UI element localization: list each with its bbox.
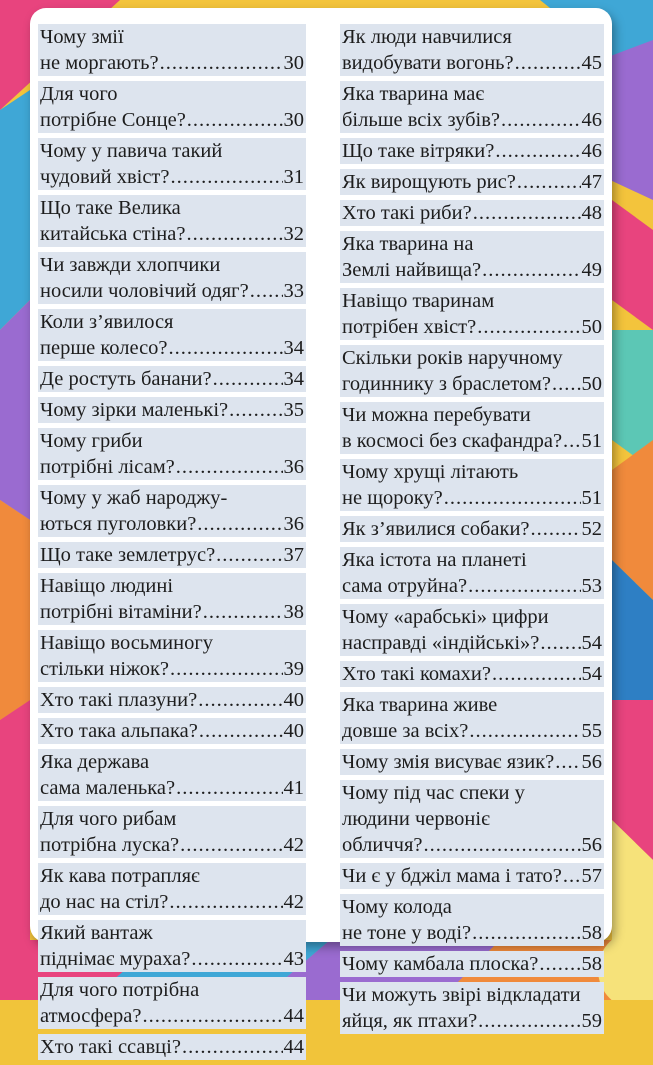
toc-entry-line — [40, 335, 304, 361]
dot-leader — [170, 656, 282, 682]
dot-leader — [552, 371, 581, 397]
toc-entry-title: Що таке Велика — [40, 197, 181, 219]
toc-entry-title: Чому камбала плоска? — [342, 953, 539, 975]
toc-entry-title: потрібні лісам? — [40, 456, 175, 478]
toc-page-number: 34 — [283, 337, 304, 359]
toc-entry[interactable] — [38, 485, 306, 537]
toc-entry[interactable] — [340, 459, 604, 511]
toc-page-number: 33 — [283, 280, 304, 302]
toc-entry[interactable] — [340, 951, 604, 977]
toc-entry[interactable] — [340, 231, 604, 283]
dot-leader — [186, 221, 282, 247]
toc-entry-title: Хто такі риби? — [342, 202, 472, 224]
toc-entry-title: Хто такі плазуни? — [40, 689, 198, 711]
toc-page-number: 42 — [283, 891, 304, 913]
toc-entry-title: Навіщо восьминогу — [40, 632, 214, 654]
toc-entry[interactable] — [38, 428, 306, 480]
toc-entry-title: потрібне Сонце? — [40, 109, 186, 131]
toc-page-number: 55 — [581, 720, 602, 742]
toc-entry-line — [342, 692, 602, 718]
toc-entry-line — [342, 459, 602, 485]
toc-entry-line — [40, 1034, 304, 1060]
toc-entry-line — [40, 24, 304, 50]
dot-leader — [539, 951, 580, 977]
toc-entry-title: яйця, як птахи? — [342, 1010, 478, 1032]
toc-entry-line — [342, 951, 602, 977]
toc-entry-title: до нас на стіл? — [40, 891, 169, 913]
toc-entry-title: в космосі без скафандра? — [342, 430, 563, 452]
toc-entry-line — [342, 630, 602, 656]
toc-entry[interactable] — [38, 806, 306, 858]
toc-entry-line — [40, 50, 304, 76]
dot-leader — [176, 454, 283, 480]
toc-page-number: 43 — [283, 948, 304, 970]
toc-page-number: 46 — [581, 109, 602, 131]
toc-page-number: 39 — [283, 658, 304, 680]
toc-entry-title: Як вирощують рис? — [342, 171, 516, 193]
dot-leader — [176, 775, 282, 801]
toc-entry-title: атмосфера? — [40, 1005, 142, 1027]
toc-entry-title: ються пуголовки? — [40, 513, 197, 535]
toc-entry-title: Навіщо тваринам — [342, 290, 495, 312]
toc-entry[interactable] — [340, 661, 604, 687]
toc-entry-line — [342, 863, 602, 889]
toc-entry-line — [342, 107, 602, 133]
toc-entry-line — [342, 485, 602, 511]
toc-entry-line — [40, 863, 304, 889]
toc-page-number: 47 — [581, 171, 602, 193]
toc-entry-title: не щороку? — [342, 487, 443, 509]
toc-entry[interactable] — [38, 977, 306, 1029]
dot-leader — [531, 516, 581, 542]
toc-page-number: 45 — [581, 52, 602, 74]
toc-entry-title: Скільки років наручному — [342, 347, 563, 369]
toc-entry-line — [40, 599, 304, 625]
toc-entry-title: Хто такі ссавці? — [40, 1036, 181, 1058]
toc-entry-title: Чи можна перебувати — [342, 404, 531, 426]
toc-entry-title: Яка тварина має — [342, 83, 485, 105]
toc-entry-title: людини червоніє — [342, 808, 490, 830]
toc-entry-line — [40, 81, 304, 107]
toc-entry[interactable] — [38, 920, 306, 972]
toc-entry-line — [40, 889, 304, 915]
dot-leader — [555, 749, 580, 775]
toc-right-column — [340, 24, 604, 1039]
toc-entry-line — [342, 371, 602, 397]
dot-leader — [477, 314, 580, 340]
dot-leader — [478, 1008, 580, 1034]
dot-leader — [517, 169, 581, 195]
toc-entry-line — [40, 485, 304, 511]
toc-entry[interactable] — [38, 397, 306, 423]
toc-entry[interactable] — [38, 366, 306, 392]
dot-leader — [198, 687, 282, 713]
toc-entry[interactable] — [38, 687, 306, 713]
toc-entry-title: Чому зірки маленькі? — [40, 399, 229, 421]
toc-page-number: 44 — [283, 1036, 304, 1058]
toc-entry-title: Як кава потрапляє — [40, 865, 200, 887]
toc-entry[interactable] — [38, 252, 306, 304]
toc-page-number: 40 — [283, 689, 304, 711]
dot-leader — [187, 107, 283, 133]
toc-entry-line — [40, 1003, 304, 1029]
toc-entry-title: годиннику з браслетом? — [342, 373, 551, 395]
dot-leader — [250, 278, 283, 304]
toc-entry-title: Для чого — [40, 83, 118, 105]
toc-page-number: 36 — [283, 513, 304, 535]
toc-entry[interactable] — [340, 516, 604, 542]
toc-page-number: 34 — [283, 368, 304, 390]
toc-entry-title: Чому колода — [342, 896, 452, 918]
toc-entry-line — [342, 547, 602, 573]
toc-entry-title: більше всіх зубів? — [342, 109, 500, 131]
toc-entry-line — [40, 252, 304, 278]
toc-entry-line — [342, 832, 602, 858]
toc-entry[interactable] — [340, 24, 604, 76]
toc-entry-title: Навіщо людині — [40, 575, 174, 597]
toc-page-number: 50 — [581, 316, 602, 338]
toc-entry-line — [342, 806, 602, 832]
dot-leader — [563, 428, 580, 454]
toc-entry[interactable] — [38, 718, 306, 744]
dot-leader — [182, 1034, 283, 1060]
toc-page-number: 32 — [283, 223, 304, 245]
toc-page-number: 51 — [581, 487, 602, 509]
toc-entry-title: носили чоловічий одяг? — [40, 280, 249, 302]
toc-entry-title: обличчя? — [342, 834, 423, 856]
toc-entry[interactable] — [340, 692, 604, 744]
toc-entry-line — [342, 1008, 602, 1034]
toc-entry-title: Для чого рибам — [40, 808, 177, 830]
toc-entry[interactable] — [340, 200, 604, 226]
toc-entry-title: перше колесо? — [40, 337, 168, 359]
toc-entry-line — [40, 278, 304, 304]
toc-entry-line — [342, 780, 602, 806]
toc-page-number: 54 — [581, 632, 602, 654]
toc-entry-title: Чи можуть звірі відкладати — [342, 984, 581, 1006]
toc-page-number: 48 — [581, 202, 602, 224]
toc-page-number: 35 — [283, 399, 304, 421]
toc-entry[interactable] — [38, 138, 306, 190]
dot-leader — [203, 599, 283, 625]
dot-leader — [540, 630, 580, 656]
toc-entry-line — [40, 630, 304, 656]
toc-entry-line — [40, 138, 304, 164]
toc-entry-line — [342, 982, 602, 1008]
toc-entry-title: не тоне у воді? — [342, 922, 472, 944]
toc-page-number: 58 — [581, 953, 602, 975]
toc-entry-line — [40, 428, 304, 454]
toc-entry-line — [40, 687, 304, 713]
toc-entry-title: Який вантаж — [40, 922, 153, 944]
toc-entry-title: довше за всіх? — [342, 720, 469, 742]
toc-entry-line — [342, 24, 602, 50]
toc-entry-line — [342, 604, 602, 630]
toc-entry-title: Яка істота на планеті — [342, 549, 527, 571]
toc-entry[interactable] — [340, 863, 604, 889]
toc-entry[interactable] — [340, 894, 604, 946]
toc-entry[interactable] — [38, 195, 306, 247]
toc-entry-line — [40, 946, 304, 972]
toc-entry-line — [40, 309, 304, 335]
toc-entry-line — [342, 920, 602, 946]
dot-leader — [469, 718, 580, 744]
toc-entry-title: Чому хрущі літають — [342, 461, 519, 483]
toc-page-number: 49 — [581, 259, 602, 281]
toc-entry[interactable] — [38, 1034, 306, 1060]
toc-page-number: 54 — [581, 663, 602, 685]
toc-entry-title: Хто така альпака? — [40, 720, 198, 742]
toc-entry-line — [342, 288, 602, 314]
toc-entry[interactable] — [340, 81, 604, 133]
toc-entry-line — [342, 718, 602, 744]
toc-entry[interactable] — [38, 81, 306, 133]
toc-entry-line — [40, 718, 304, 744]
toc-entry[interactable] — [38, 630, 306, 682]
dot-leader — [472, 920, 580, 946]
dot-leader — [473, 200, 581, 226]
toc-entry-line — [342, 50, 602, 76]
toc-entry-title: Хто такі комахи? — [342, 663, 491, 685]
toc-entry-line — [40, 573, 304, 599]
dot-leader — [563, 863, 581, 889]
toc-entry-line — [342, 231, 602, 257]
dot-leader — [229, 397, 282, 423]
toc-entry-title: Яка держава — [40, 751, 150, 773]
toc-page-number: 57 — [581, 865, 602, 887]
toc-entry-line — [40, 806, 304, 832]
toc-entry-line — [40, 454, 304, 480]
toc-entry[interactable] — [340, 288, 604, 340]
dot-leader — [495, 138, 580, 164]
toc-entry[interactable] — [38, 863, 306, 915]
dot-leader — [468, 573, 580, 599]
toc-page-number: 44 — [283, 1005, 304, 1027]
toc-page-number: 30 — [283, 52, 304, 74]
toc-entry-line — [40, 366, 304, 392]
toc-page-number: 46 — [581, 140, 602, 162]
toc-left-column — [38, 24, 306, 1065]
toc-entry-title: китайська стіна? — [40, 223, 186, 245]
toc-entry-title: потрібні вітаміни? — [40, 601, 202, 623]
toc-page-number: 52 — [581, 518, 602, 540]
toc-page-number: 40 — [283, 720, 304, 742]
toc-entry-line — [40, 164, 304, 190]
toc-page-number: 37 — [283, 544, 304, 566]
toc-entry[interactable] — [340, 982, 604, 1034]
toc-entry-title: Чому змія висуває язик? — [342, 751, 555, 773]
dot-leader — [197, 511, 282, 537]
toc-entry-title: Чому «арабські» цифри — [342, 606, 549, 628]
toc-entry[interactable] — [38, 24, 306, 76]
toc-page-number: 50 — [581, 373, 602, 395]
toc-entry-title: Коли з’явилося — [40, 311, 174, 333]
dot-leader — [169, 889, 282, 915]
toc-entry-line — [342, 661, 602, 687]
dot-leader — [191, 946, 282, 972]
toc-entry-title: Яка тварина живе — [342, 694, 498, 716]
toc-entry-title: стільки ніжок? — [40, 658, 170, 680]
toc-entry-title: Для чого потрібна — [40, 979, 200, 1001]
toc-entry[interactable] — [38, 309, 306, 361]
toc-entry-line — [40, 195, 304, 221]
dot-leader — [180, 832, 282, 858]
toc-entry-title: чудовий хвіст? — [40, 166, 170, 188]
toc-entry-title: видобувати вогонь? — [342, 52, 514, 74]
toc-entry-line — [40, 749, 304, 775]
dot-leader — [213, 366, 283, 392]
dot-leader — [216, 542, 282, 568]
toc-entry-title: сама отруйна? — [342, 575, 468, 597]
toc-entry[interactable] — [38, 749, 306, 801]
toc-entry-line — [40, 775, 304, 801]
toc-entry[interactable] — [340, 169, 604, 195]
toc-entry-line — [342, 516, 602, 542]
toc-entry-line — [342, 314, 602, 340]
toc-page-number: 56 — [581, 751, 602, 773]
toc-entry-line — [40, 542, 304, 568]
toc-entry-title: Де ростуть банани? — [40, 368, 212, 390]
toc-entry-title: Яка тварина на — [342, 233, 474, 255]
dot-leader — [424, 832, 581, 858]
toc-page-number: 53 — [581, 575, 602, 597]
toc-page-number: 42 — [283, 834, 304, 856]
toc-entry-line — [342, 81, 602, 107]
toc-page-number: 56 — [581, 834, 602, 856]
dot-leader — [482, 257, 580, 283]
toc-entry[interactable] — [340, 749, 604, 775]
toc-entry-title: Чому змії — [40, 26, 124, 48]
toc-page-number: 58 — [581, 922, 602, 944]
toc-entry-line — [342, 200, 602, 226]
toc-entry-line — [40, 920, 304, 946]
toc-entry-line — [40, 107, 304, 133]
toc-entry-line — [342, 894, 602, 920]
toc-entry-line — [40, 977, 304, 1003]
dot-leader — [444, 485, 581, 511]
toc-entry[interactable] — [38, 573, 306, 625]
toc-entry-line — [40, 832, 304, 858]
toc-entry-title: Чому під час спеки у — [342, 782, 525, 804]
toc-page-number: 41 — [283, 777, 304, 799]
dot-leader — [170, 164, 282, 190]
toc-entry-title: Як з’явилися собаки? — [342, 518, 530, 540]
toc-entry-title: насправді «індійські»? — [342, 632, 540, 654]
toc-entry-line — [342, 428, 602, 454]
toc-page-number: 51 — [581, 430, 602, 452]
toc-entry-title: піднімає мураха? — [40, 948, 191, 970]
toc-entry-title: потрібна луска? — [40, 834, 180, 856]
toc-entry[interactable] — [340, 138, 604, 164]
toc-entry-title: Чи є у бджіл мама і тато? — [342, 865, 562, 887]
toc-page-number: 30 — [283, 109, 304, 131]
toc-entry-line — [342, 749, 602, 775]
toc-entry[interactable] — [340, 402, 604, 454]
toc-entry-line — [40, 511, 304, 537]
toc-entry-line — [40, 397, 304, 423]
toc-entry-title: сама маленька? — [40, 777, 176, 799]
toc-entry-title: Чи завжди хлопчики — [40, 254, 221, 276]
toc-entry-line — [342, 257, 602, 283]
toc-entry-line — [342, 573, 602, 599]
toc-entry-line — [40, 221, 304, 247]
toc-entry-title: Чому у павича такий — [40, 140, 223, 162]
toc-entry-title: Чому гриби — [40, 430, 143, 452]
toc-entry-title: Що таке вітряки? — [342, 140, 495, 162]
toc-entry[interactable] — [340, 345, 604, 397]
dot-leader — [501, 107, 581, 133]
toc-entry[interactable] — [340, 604, 604, 656]
toc-page-number: 31 — [283, 166, 304, 188]
toc-entry-title: потрібен хвіст? — [342, 316, 477, 338]
toc-entry-title: не моргають? — [40, 52, 159, 74]
toc-entry-title: Землі найвища? — [342, 259, 482, 281]
toc-entry[interactable] — [38, 542, 306, 568]
dot-leader — [515, 50, 581, 76]
dot-leader — [169, 335, 283, 361]
dot-leader — [160, 50, 283, 76]
toc-page-number: 59 — [581, 1010, 602, 1032]
dot-leader — [199, 718, 283, 744]
dot-leader — [142, 1003, 282, 1029]
toc-card — [30, 8, 612, 1058]
toc-entry[interactable] — [340, 547, 604, 599]
toc-entry-line — [342, 345, 602, 371]
toc-entry[interactable] — [340, 780, 604, 858]
toc-entry-line — [40, 656, 304, 682]
dot-leader — [492, 661, 581, 687]
toc-page-number: 36 — [283, 456, 304, 478]
toc-entry-line — [342, 169, 602, 195]
toc-entry-line — [342, 138, 602, 164]
toc-entry-line — [342, 402, 602, 428]
toc-page-number: 38 — [283, 601, 304, 623]
toc-entry-title: Як люди навчилися — [342, 26, 512, 48]
toc-entry-title: Що таке землетрус? — [40, 544, 216, 566]
toc-entry-title: Чому у жаб народжу- — [40, 487, 228, 509]
